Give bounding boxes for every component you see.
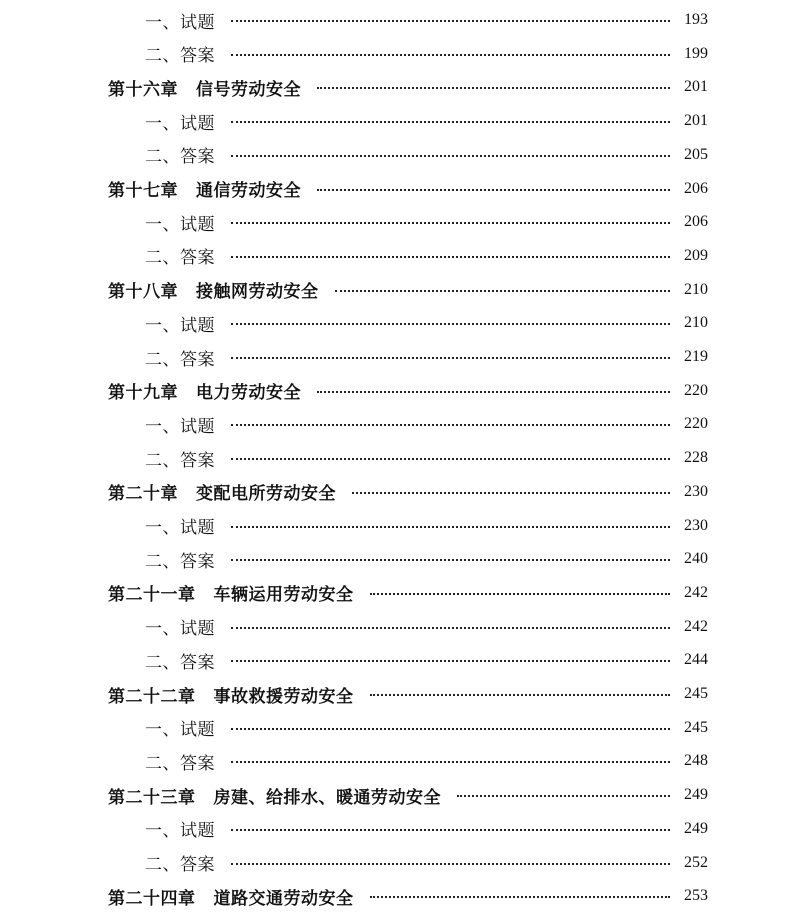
dot-leader <box>231 155 670 157</box>
dot-leader <box>231 323 670 325</box>
chapter-title: 信号劳动安全 <box>196 79 301 100</box>
dot-leader <box>231 458 670 460</box>
section-title: 一、试题 <box>145 315 215 336</box>
toc-row[interactable] <box>0 812 800 846</box>
section-title: 二、答案 <box>145 652 215 673</box>
page-number: 199 <box>684 44 708 62</box>
dot-leader <box>231 559 670 561</box>
chapter-heading <box>108 576 354 610</box>
page-number: 205 <box>684 145 708 163</box>
toc-row[interactable] <box>0 475 800 509</box>
chapter-heading <box>108 70 301 104</box>
toc-row[interactable] <box>0 374 800 408</box>
toc-row[interactable] <box>0 879 800 913</box>
page-number: 245 <box>684 685 708 702</box>
section-heading <box>145 104 215 138</box>
chapter-heading <box>108 273 319 307</box>
toc-row[interactable] <box>0 340 800 374</box>
toc-row[interactable] <box>0 509 800 543</box>
section-title: 二、答案 <box>145 147 215 168</box>
dot-leader <box>370 896 670 898</box>
chapter-title: 道路交通劳动安全 <box>213 888 354 909</box>
dot-leader <box>231 863 670 865</box>
section-title: 一、试题 <box>145 214 215 235</box>
section-title: 二、答案 <box>145 349 215 370</box>
section-title: 一、试题 <box>145 821 215 842</box>
dot-leader <box>317 189 670 191</box>
toc-row[interactable] <box>0 677 800 711</box>
section-title: 二、答案 <box>145 753 215 774</box>
chapter-number: 第二十四章 <box>108 888 196 909</box>
chapter-heading <box>108 172 301 206</box>
toc-row[interactable] <box>0 711 800 745</box>
page-number: 240 <box>684 550 708 568</box>
toc-row[interactable] <box>0 239 800 273</box>
chapter-number: 第十九章 <box>108 383 178 404</box>
toc-row[interactable] <box>0 37 800 71</box>
page-number: 201 <box>684 78 708 96</box>
toc-row[interactable] <box>0 104 800 138</box>
dot-leader <box>335 290 670 292</box>
page-number: 228 <box>684 449 708 467</box>
toc-row[interactable] <box>0 542 800 576</box>
section-title: 二、答案 <box>145 248 215 269</box>
section-heading <box>145 509 215 543</box>
dot-leader <box>231 660 670 662</box>
page-number: 210 <box>684 280 708 298</box>
section-heading <box>145 643 215 677</box>
section-heading <box>145 138 215 172</box>
section-heading <box>145 542 215 576</box>
toc-row[interactable] <box>0 643 800 677</box>
toc-row[interactable] <box>0 3 800 37</box>
section-heading <box>145 3 215 37</box>
dot-leader <box>231 222 670 224</box>
section-heading <box>145 812 215 846</box>
page-number: 206 <box>684 213 708 231</box>
section-heading <box>145 846 215 880</box>
section-title: 一、试题 <box>145 518 215 538</box>
section-heading <box>145 340 215 374</box>
dot-leader <box>231 20 670 22</box>
chapter-number: 第十八章 <box>108 282 178 303</box>
chapter-title: 事故救援劳动安全 <box>213 686 354 707</box>
chapter-heading <box>108 374 301 408</box>
page-number: 219 <box>684 348 708 365</box>
chapter-number: 第十七章 <box>108 181 178 201</box>
page-number: 220 <box>684 381 708 399</box>
section-title: 一、试题 <box>145 619 215 640</box>
chapter-heading <box>108 778 441 812</box>
section-heading <box>145 306 215 340</box>
section-title: 二、答案 <box>145 46 215 67</box>
page-number: 252 <box>684 853 708 871</box>
section-heading <box>145 407 215 441</box>
section-heading <box>145 744 215 778</box>
dot-leader <box>370 694 670 696</box>
chapter-number: 第十六章 <box>108 79 178 100</box>
section-title: 二、答案 <box>145 551 215 572</box>
toc-row[interactable] <box>0 273 800 307</box>
page-number: 248 <box>684 752 708 770</box>
page-number: 242 <box>684 617 708 635</box>
toc-row[interactable] <box>0 778 800 812</box>
section-title: 一、试题 <box>145 113 215 134</box>
page-number: 193 <box>684 11 708 28</box>
page-number: 242 <box>684 583 708 601</box>
page-number: 201 <box>684 112 708 130</box>
section-heading <box>145 37 215 71</box>
toc-row[interactable] <box>0 306 800 340</box>
dot-leader <box>231 54 670 56</box>
page-number: 210 <box>684 314 708 332</box>
toc-row[interactable] <box>0 172 800 206</box>
dot-leader <box>231 357 670 359</box>
section-title: 二、答案 <box>145 450 215 471</box>
section-title: 一、试题 <box>145 12 215 33</box>
dot-leader <box>370 593 670 595</box>
dot-leader <box>317 87 670 89</box>
chapter-title: 房建、给排水、暖通劳动安全 <box>213 787 441 808</box>
dot-leader <box>231 829 670 831</box>
section-heading <box>145 239 215 273</box>
toc-row[interactable] <box>0 744 800 778</box>
toc-row[interactable] <box>0 610 800 644</box>
page-number: 230 <box>684 516 708 534</box>
chapter-heading <box>108 677 354 711</box>
page-number: 209 <box>684 246 708 264</box>
page-number: 245 <box>684 718 708 736</box>
dot-leader <box>352 492 670 494</box>
page-number: 244 <box>684 651 708 669</box>
chapter-title: 接触网劳动安全 <box>196 282 319 303</box>
section-title: 一、试题 <box>145 720 215 741</box>
section-title: 二、答案 <box>145 855 215 875</box>
chapter-heading <box>108 475 336 509</box>
chapter-title: 电力劳动安全 <box>196 383 301 404</box>
section-heading <box>145 441 215 475</box>
toc-row[interactable] <box>0 441 800 475</box>
dot-leader <box>231 526 670 528</box>
chapter-number: 第二十三章 <box>108 787 196 808</box>
page-number: 230 <box>684 482 708 500</box>
chapter-heading <box>108 879 354 913</box>
toc-row[interactable] <box>0 846 800 880</box>
page-number: 249 <box>684 786 708 804</box>
chapter-title: 车辆运用劳动安全 <box>213 585 354 606</box>
toc-row[interactable] <box>0 576 800 610</box>
page-number: 253 <box>684 887 708 905</box>
dot-leader <box>231 761 670 763</box>
page-number: 220 <box>684 415 708 433</box>
chapter-number: 第二十一章 <box>108 585 196 606</box>
toc-row[interactable] <box>0 407 800 441</box>
dot-leader <box>317 391 670 393</box>
dot-leader <box>231 627 670 629</box>
section-heading <box>145 711 215 745</box>
chapter-title: 变配电所劳动安全 <box>196 484 336 505</box>
dot-leader <box>231 256 670 258</box>
page-number: 249 <box>684 819 708 837</box>
dot-leader <box>231 424 670 426</box>
toc-row[interactable] <box>0 205 800 239</box>
page-number: 206 <box>684 179 708 197</box>
section-heading <box>145 205 215 239</box>
dot-leader <box>231 121 670 123</box>
toc-row[interactable] <box>0 138 800 172</box>
chapter-title: 通信劳动安全 <box>196 181 301 201</box>
chapter-number: 第二十章 <box>108 484 178 505</box>
dot-leader <box>457 795 670 797</box>
dot-leader <box>231 728 670 730</box>
section-heading <box>145 610 215 644</box>
chapter-number: 第二十二章 <box>108 686 196 707</box>
toc-row[interactable] <box>0 70 800 104</box>
section-title: 一、试题 <box>145 416 215 437</box>
